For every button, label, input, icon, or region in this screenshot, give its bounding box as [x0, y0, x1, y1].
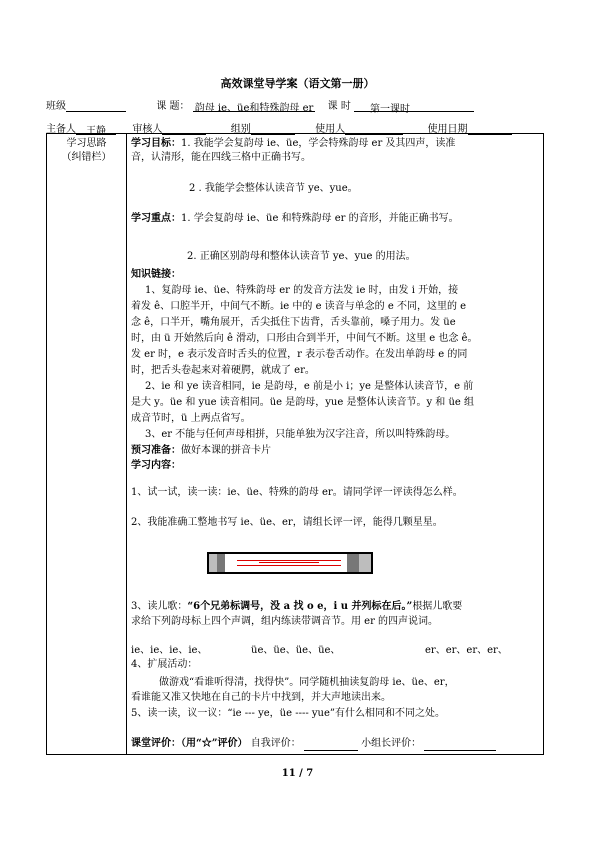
eval-self-label: 自我评价：: [250, 738, 301, 749]
item-4: 4、扩展活动：: [131, 659, 198, 670]
prep-line: 预习准备：做好本课的拼音卡片: [131, 445, 271, 456]
subject-value: 韵母 ie、üe和特殊韵母 er: [193, 99, 316, 112]
item-4a: 做游戏“看谁听得清，找得快”。同学随机抽读复韵母 ie、üe、er，: [159, 677, 455, 688]
eval-label: 课堂评价：（用“☆”评价）: [131, 738, 248, 749]
item-2: 2、我能准确工整地书写 ie、üe、er，请组长评一评，能得几颗星星。: [131, 517, 443, 528]
tones-ie: ie、ie、ie、ie、: [131, 645, 208, 656]
link-line: 2、ie 和 ye 读音相同，ie 是韵母，e 前是小 i；ye 是整体认读音节，e 前: [145, 381, 474, 392]
group-label: 组别: [230, 124, 251, 135]
link-line: 1、复韵母 ie、üe、特殊韵母 er 的发音方法发 ie 时，由发 i 开始，接: [145, 285, 459, 296]
link-line: 发 er 时，e 表示发音时舌头的位置，r 表示卷舌动作。在发出单韵母 e 的同: [131, 349, 468, 360]
link-line: 时，由 ü 开始然后向 ê 滑动，口形由合到半开，中间气不断。这里 e 也念 ê。: [131, 333, 478, 344]
eval-row: [131, 737, 541, 751]
key-line-1: 学习重点：1. 学会复韵母 ie、üe 和特殊韵母 er 的音形，并能正确书写。: [131, 213, 459, 224]
reviewer-label: 审核人: [132, 124, 163, 135]
header-row-1: [46, 97, 546, 115]
item-3: 3、读儿歌：“6个兄弟标调号，没 a 找 o e，i u 并列标在后。”根据儿歌要: [131, 601, 463, 612]
eval-leader-label: 小组长评价：: [361, 738, 422, 749]
item-3b: 求给下列韵母标上四个声调，组内练读带调音节。用 er 的四声说词。: [131, 616, 439, 627]
tone-row: [131, 644, 541, 658]
link-line: 时，把舌头卷起来对着硬腭，就成了 er。: [131, 365, 315, 376]
hour-label: 课 时: [327, 101, 351, 112]
link-line: 念 ê，口半开，嘴角展开，舌尖抵住下齿背，舌头靠前，嗓子用力。发 üe: [131, 317, 456, 328]
key-line-2: 2. 正确区别韵母和整体认读音节 ye、yue 的用法。: [187, 251, 416, 262]
link-line: 成音节时，ü 上两点省写。: [131, 413, 251, 424]
link-line: 着发 ê、口腔半开，中间气不断。ie 中的 e 读音与单念的 e 不同，这里的 e: [131, 301, 467, 312]
hour-value: 第一课时: [354, 100, 474, 112]
notes-column: [47, 134, 127, 754]
eval-leader-blank[interactable]: [424, 738, 496, 751]
goal-line-1b: 音，认清形，能在四线三格中正确书写。: [131, 152, 311, 163]
link-line: 3、er 不能与任何声母相拼，只能单独为汉字注音，所以叫特殊韵母。: [145, 429, 456, 440]
learn-label: 学习内容：: [131, 460, 181, 471]
goal-line-2: 2 . 我能学会整体认读音节 ye、yue。: [189, 183, 358, 194]
date-label: 使用日期: [427, 124, 468, 135]
eval-self-blank[interactable]: [304, 738, 358, 751]
item-1: 1、试一试，读一读：ie、üe、特殊的韵母 er。请同学评一评读得怎么样。: [131, 487, 463, 498]
link-label: 知识链接：: [131, 269, 181, 280]
user-label: 使用人: [315, 124, 346, 135]
pinyin-writing-line-image: [207, 552, 373, 574]
notes-subtitle: （纠错栏）: [61, 152, 112, 163]
notes-title: 学习思路: [66, 138, 107, 149]
subject-label: 课 题：: [156, 101, 190, 112]
goal-line-1: 学习目标：1. 我能学会复韵母 ie、üe，学会特殊韵母 er 及其四声，读准: [131, 138, 456, 149]
tones-er: er、er、er、er、: [425, 645, 508, 656]
class-blank[interactable]: [66, 99, 126, 112]
link-line: 是大 y。üe 和 yue 读音相同。üe 是韵母，yue 是整体认读音节。y 和 üe 组: [131, 397, 474, 408]
preparer-label: 主备人: [46, 124, 76, 135]
item-5: 5、读一读，议一议：“ie --- ye，üe ---- yue”有什么相同和不同之处。: [131, 708, 446, 719]
item-4b: 看谁能又准又快地在自己的卡片中找到，并大声地读出来。: [131, 692, 391, 703]
preparer-value: 王静: [76, 122, 116, 135]
page-title: 高效课堂导学案（语文第一册）: [220, 77, 375, 90]
class-label: 班级: [46, 101, 66, 112]
lesson-table: [46, 133, 544, 755]
tones-ue: üe、üe、üe、üe、: [251, 645, 341, 656]
page-number: 11 / 7: [281, 768, 314, 779]
